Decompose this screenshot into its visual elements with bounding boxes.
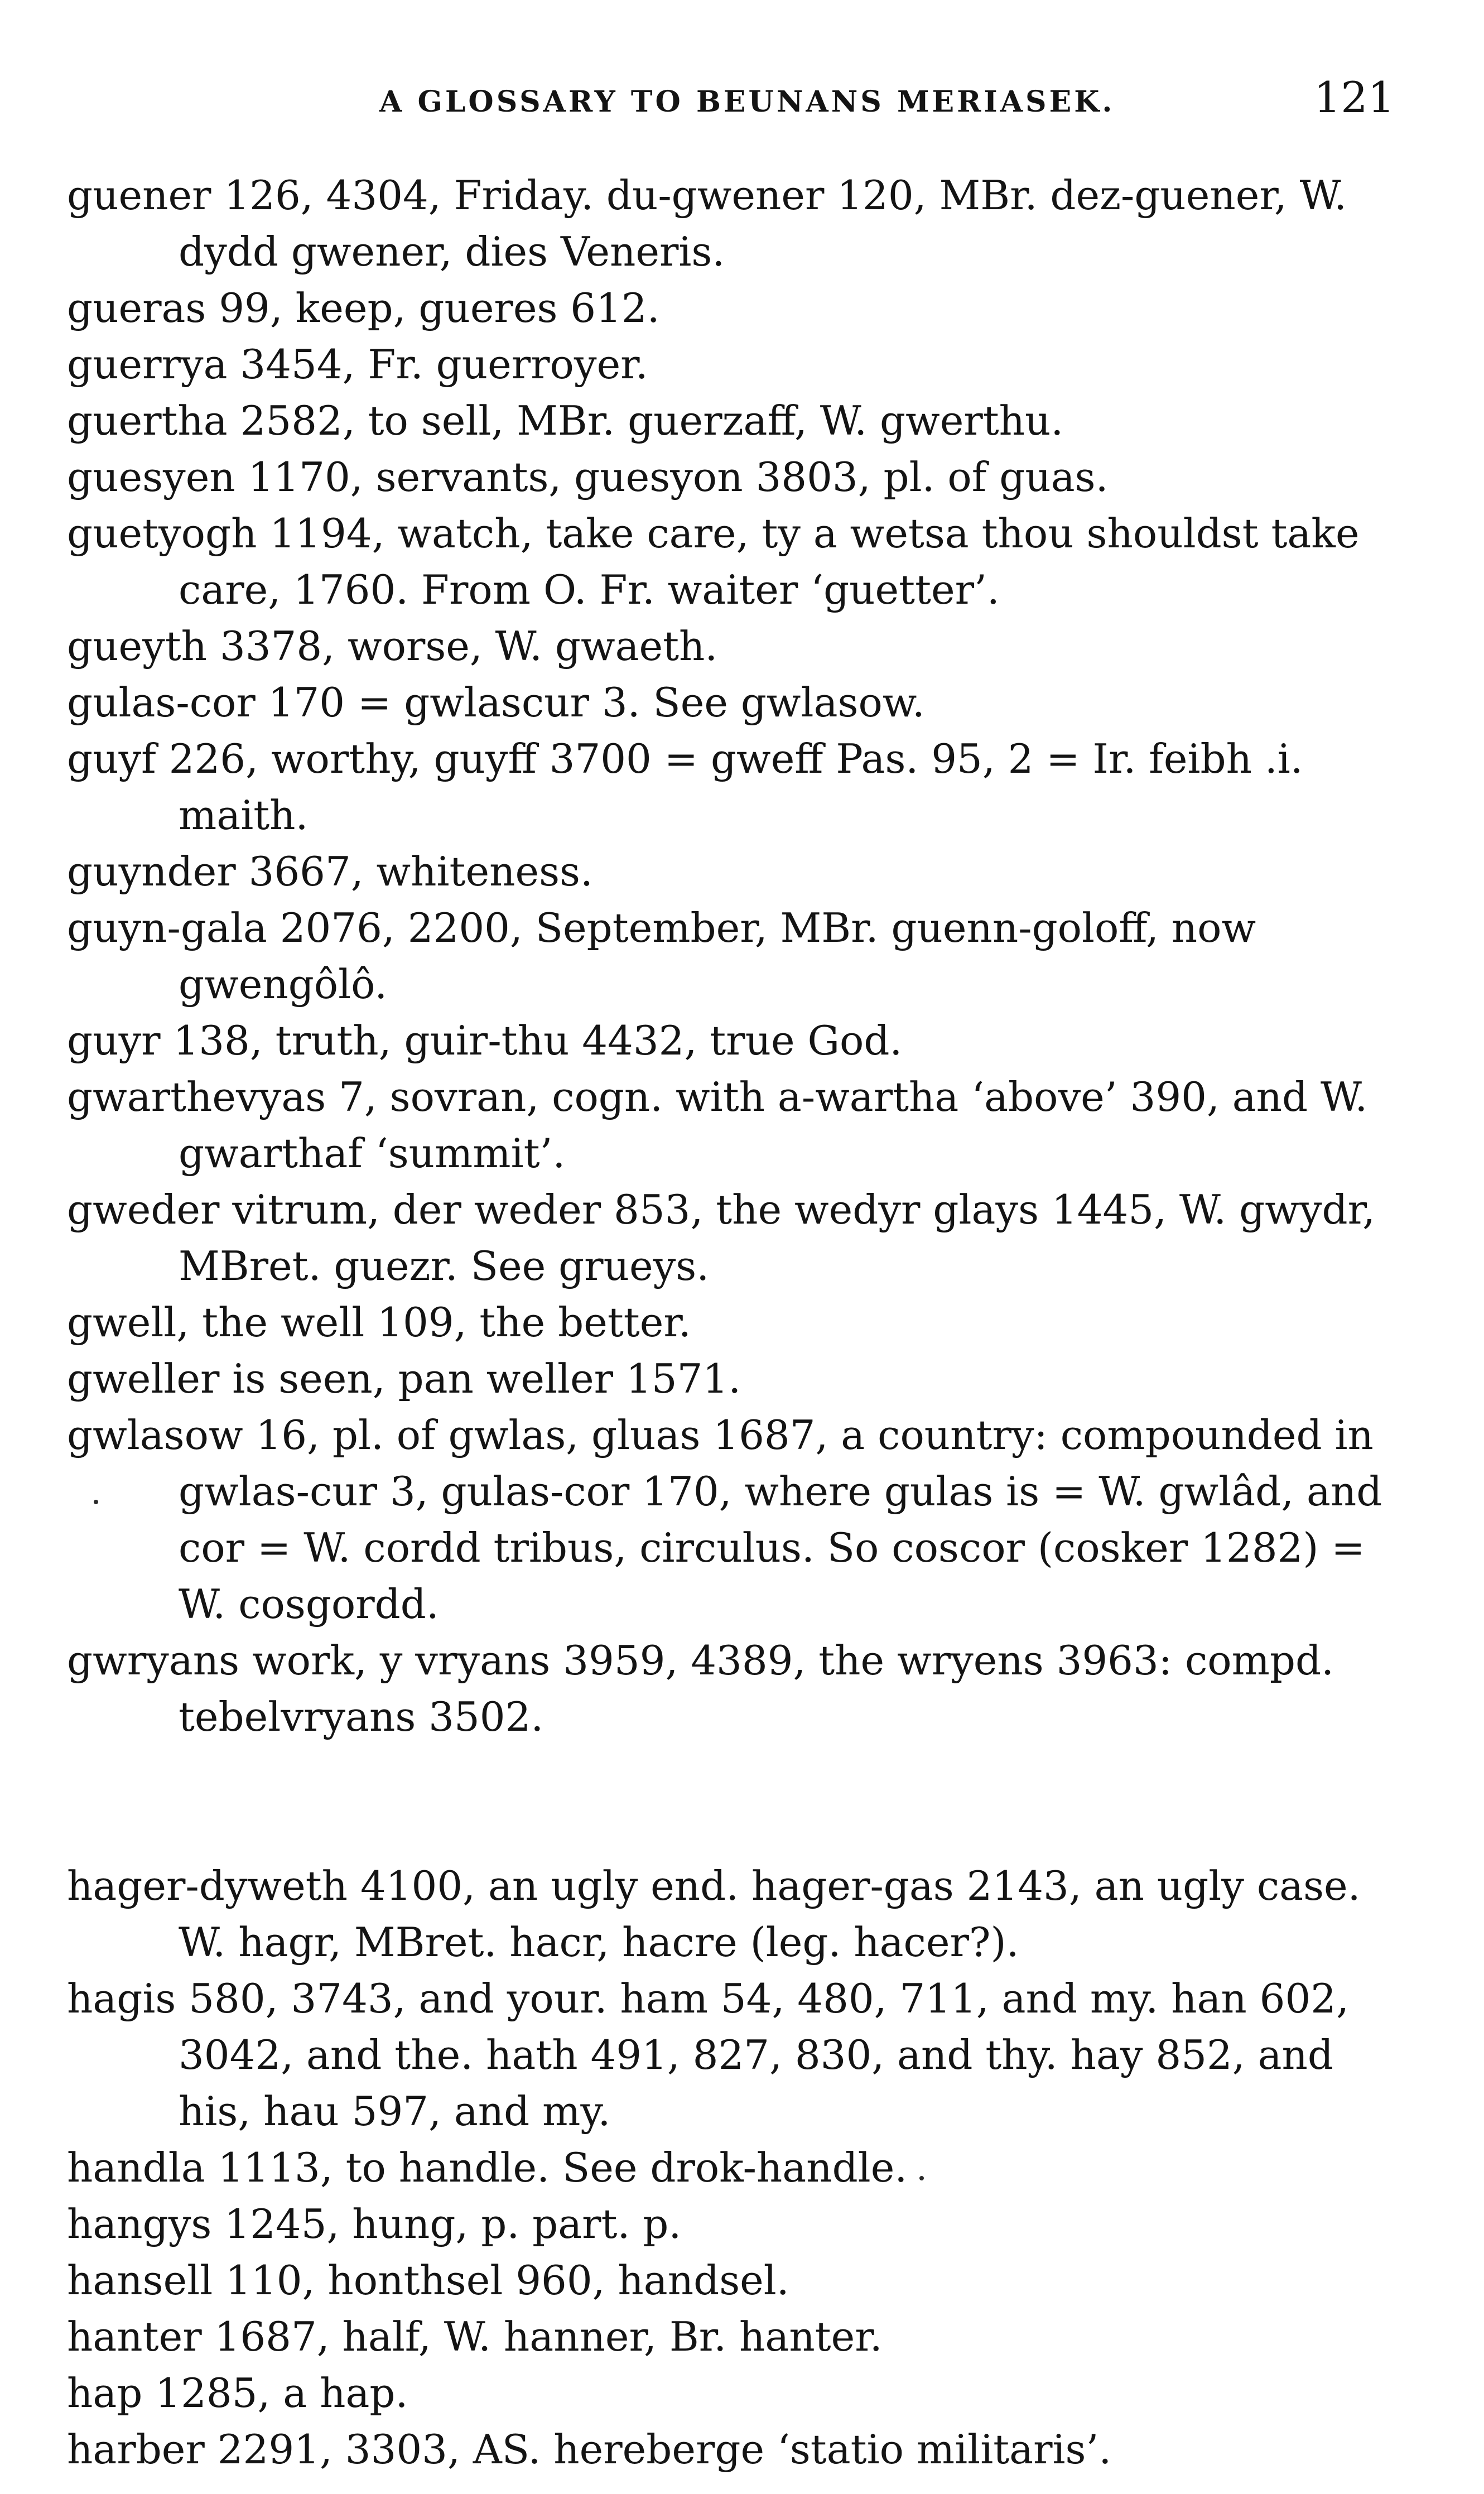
glossary-entry: guyn-gala 2076, 2200, September, MBr. guenn-goloff, now gwengôlô. <box>67 904 1269 1008</box>
glossary-entry: hansell 110, honthsel 960, handsel. <box>67 2257 789 2304</box>
glossary-entry: gueras 99, keep, gueres 612. <box>67 285 660 331</box>
glossary-entry: guener 126, 4304, Friday. du-gwener 120, MBr. dez-guener, W. dydd gwener, dies Veneris. <box>67 172 1360 275</box>
glossary-entry: guyr 138, truth, guir-thu 4432, true God. <box>67 1017 903 1064</box>
glossary-entry: guyf 226, worthy, guyff 3700 = gweff Pas. 95, 2 = Ir. feibh .i. maith. <box>67 735 1316 839</box>
glossary-entry: hap 1285, a hap. <box>67 2370 408 2416</box>
glossary-entry: gueyth 3378, worse, W. gwaeth. <box>67 623 718 670</box>
glossary-entry: handla 1113, to handle. See drok-handle. <box>67 2144 908 2191</box>
glossary-entry: hager-dyweth 4100, an ugly end. hager-gas 2143, an ugly case. W. hagr, MBret. hacr, hacre (leg. hacer?). <box>67 1862 1374 1966</box>
glossary-entry: hanter 1687, half, W. hanner, Br. hanter. <box>67 2313 883 2360</box>
glossary-entry: guynder 3667, whiteness. <box>67 848 593 895</box>
glossary-entry: guerrya 3454, Fr. guerroyer. <box>67 341 648 388</box>
glossary-entry: gweller is seen, pan weller 1571. <box>67 1355 741 1402</box>
glossary-section-h <box>67 1858 1417 2478</box>
glossary-entry: gwryans work, y vryans 3959, 4389, the wryens 3963: compd. tebelvryans 3502. <box>67 1637 1347 1740</box>
glossary-entry: gwlasow 16, pl. of gwlas, gluas 1687, a country: compounded in gwlas-cur 3, gulas-cor 170, where gulas is = W. gwlâd, and cor = W. cordd tribus, circulus. So coscor (cosker 1282) = W. cosgordd. <box>67 1412 1395 1628</box>
glossary-entry: gweder vitrum, der weder 853, the wedyr glays 1445, W. gwydr, MBret. guezr. See grueys. <box>67 1186 1388 1289</box>
glossary-entry: hangys 1245, hung, p. part. p. <box>67 2201 682 2247</box>
stray-ink-dot <box>94 1500 98 1504</box>
glossary-entry: gwarthevyas 7, sovran, cogn. with a-wartha ‘above’ 390, and W. gwarthaf ‘summit’. <box>67 1073 1381 1177</box>
page-number: 121 <box>1313 73 1395 122</box>
page-header <box>67 73 1417 134</box>
glossary-text <box>67 167 1417 2478</box>
glossary-entry: hagis 580, 3743, and your. ham 54, 480, 711, and my. han 602, 3042, and the. hath 491, 827, 830, and thy. hay 852, and his, hau 597, and my. <box>67 1975 1362 2135</box>
glossary-entry: gulas-cor 170 = gwlascur 3. See gwlasow. <box>67 679 925 726</box>
glossary-entry: guetyogh 1194, watch, take care, ty a wetsa thou shouldst take care, 1760. From O. Fr. waiter ‘guetter’. <box>67 510 1372 613</box>
stray-ink-dot <box>919 2176 924 2180</box>
section-gap <box>67 1745 1417 1858</box>
running-title: A GLOSSARY TO BEUNANS MERIASEK. <box>379 85 1115 119</box>
glossary-entry: guesyen 1170, servants, guesyon 3803, pl. of guas. <box>67 454 1109 500</box>
glossary-entry: gwell, the well 109, the better. <box>67 1299 691 1346</box>
glossary-entry: guertha 2582, to sell, MBr. guerzaff, W. gwerthu. <box>67 397 1064 444</box>
glossary-section-g <box>67 167 1417 1745</box>
glossary-entry: harber 2291, 3303, AS. hereberge ‘statio militaris’. <box>67 2426 1112 2473</box>
